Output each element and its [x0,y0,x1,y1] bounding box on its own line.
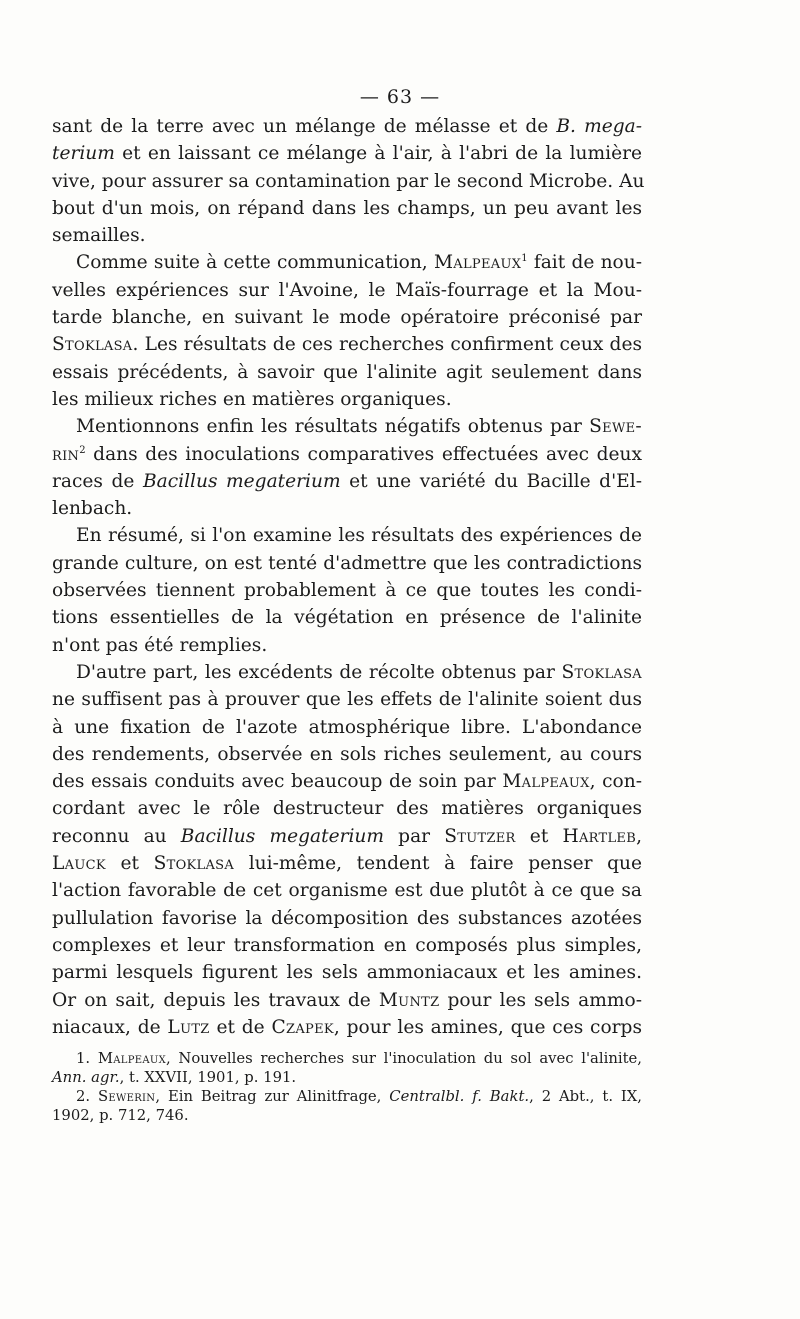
text-run: , Ein Beitrag zur Alinitfrage, [155,1088,390,1105]
text-run: fait de nou- [527,252,643,274]
text-line [52,577,642,604]
text-run: D'autre part, les excédents de récolte obtenus par [76,661,562,683]
text-run: B. mega- [556,116,642,137]
text-run: bout d'un mois, on répand dans les champs, un peu avant les [52,197,642,219]
text-run: et en laissant ce mélange à l'air, à l'abri de la lumière [114,143,642,165]
text-run: complexes et leur transformation en composés plus simples, [52,934,642,956]
text-run: les milieux riches en matières organiques. [52,388,452,410]
text-run: Stoklasa [52,334,133,356]
text-run: par [384,825,445,847]
text-run: Stoklasa [153,853,235,875]
text-run: , con- [589,771,643,793]
text-run: Muntz [378,989,440,1011]
text-run: tions essentielles de la végétation en présence de l'alinite [52,607,642,629]
text-run: Stutzer [444,825,516,847]
text-run: ne suffisent pas à prouver que les effets de l'alinite soient dus [52,689,642,711]
text-line [52,304,642,331]
text-run: grande culture, on est tenté d'admettre que les contradictions [52,552,642,574]
text-run: , t. XXVII, 1901, p. 191. [119,1069,297,1086]
text-run: Czapek [271,1016,334,1038]
text-run: l'action favorable de cet organisme est due plutôt à ce que sa [52,880,642,902]
text-line [52,823,642,850]
text-line [52,659,642,686]
text-run: niacaux, de [52,1016,168,1038]
text-run: Bacillus megaterium [180,825,385,847]
text-line [52,468,642,495]
footnotes [52,1049,642,1125]
text-run: et [105,853,154,875]
text-run: , 2 Abt., t. IX, [529,1088,642,1105]
text-run: semailles. [52,225,146,247]
text-line [52,386,642,413]
footnote-line [52,1049,642,1068]
text-line [52,604,642,631]
text-run: Sewerin [98,1088,156,1105]
text-run: sant de la terre avec un mélange de mélasse et de [52,116,557,137]
text-run: Or on sait, depuis les travaux de [52,989,379,1011]
text-line [52,795,642,822]
text-line [52,850,642,877]
text-run: , pour les amines, que ces corps [333,1016,642,1038]
text-run: Lutz [167,1016,210,1038]
text-line [52,522,642,549]
text-run: En résumé, si l'on examine les résultats des expériences de [76,525,642,547]
text-line [52,277,642,304]
text-run: lenbach. [52,498,133,520]
text-line [52,495,642,522]
text-run: Lauck [52,853,106,875]
text-run: tarde blanche, en suivant le mode opératoire préconisé par [52,307,642,329]
text-run: des rendements, observée en sols riches seulement, au cours [52,743,642,765]
text-line [52,932,642,959]
text-run: Bacillus megaterium [142,470,341,492]
text-run: , [636,825,642,847]
text-run: terium [52,143,115,165]
text-line [52,359,642,386]
text-run: pour les sels ammo- [439,989,642,1011]
text-run: 1902, p. 712, 746. [52,1107,189,1124]
footnote-ref: 1 [521,253,528,265]
text-line [52,331,642,358]
text-line [52,550,642,577]
text-run: Hartleb [562,825,637,847]
text-run: 1. [76,1050,98,1067]
text-line [52,987,642,1014]
text-run: velles expériences sur l'Avoine, le Maïs-fourrage et la Mou- [52,279,642,301]
text-run: , Nouvelles recherches sur l'inoculation du sol avec l'alinite, [166,1050,643,1067]
text-run: et une variété du Bacille d'El- [340,470,642,492]
text-line [52,1014,642,1041]
text-line [52,113,642,140]
text-line [52,905,642,932]
text-run: Malpeaux [433,252,522,274]
text-run: Stoklasa [561,661,642,683]
text-run: Centralbl. f. Bakt. [389,1088,530,1105]
text-run: des essais conduits avec beaucoup de soin par [52,771,503,793]
text-line [52,959,642,986]
text-line [52,140,642,167]
text-run: Ann. agr. [52,1069,120,1086]
footnote-ref: 2 [79,444,86,456]
text-run: reconnu au [52,825,181,847]
text-run: parmi lesquels figurent les sels ammoniacaux et les amines. [52,962,642,984]
text-line [52,222,642,249]
text-run: rin [52,443,80,465]
text-run: lui-même, tendent à faire penser que [234,853,643,875]
text-run: Malpeaux [502,771,590,793]
text-run: dans des inoculations comparatives effectuées avec deux [85,443,642,465]
text-run: cordant avec le rôle destructeur des matières organiques [52,798,642,820]
text-run: observées tiennent probablement à ce que toutes les condi- [52,580,642,602]
text-line [52,741,642,768]
text-line [52,877,642,904]
text-line [52,441,642,468]
text-line [52,168,645,195]
text-line [52,195,642,222]
text-run: n'ont pas été remplies. [52,634,268,656]
text-run: Malpeaux [97,1050,167,1067]
text-run: et [515,825,563,847]
text-run: races de [52,470,143,492]
text-run: et de [209,1016,272,1038]
text-run: Comme suite à cette communication, [76,252,434,274]
body-text [52,113,645,1041]
text-run: vive, pour assurer sa contamination par le second Microbe. Au [52,170,645,192]
text-run: 2. [76,1088,98,1105]
text-line [52,413,642,440]
text-line [52,249,642,276]
footnote-line [52,1106,642,1125]
text-run: à une fixation de l'azote atmosphérique libre. L'abondance [52,716,642,738]
text-run: essais précédents, à savoir que l'alinite agit seulement dans [52,361,642,383]
text-line [52,686,642,713]
text-line [52,632,642,659]
text-run: Sewe- [589,416,642,438]
footnote-line [52,1087,642,1106]
page-number: — 63 — [359,86,441,108]
text-run: Mentionnons enfin les résultats négatifs obtenus par [76,416,590,438]
text-run: . Les résultats de ces recherches confirment ceux des [132,334,642,356]
footnote-line [52,1068,642,1087]
text-run: pullulation favorise la décomposition des substances azotées [52,907,642,929]
text-line [52,714,642,741]
text-line [52,768,642,795]
